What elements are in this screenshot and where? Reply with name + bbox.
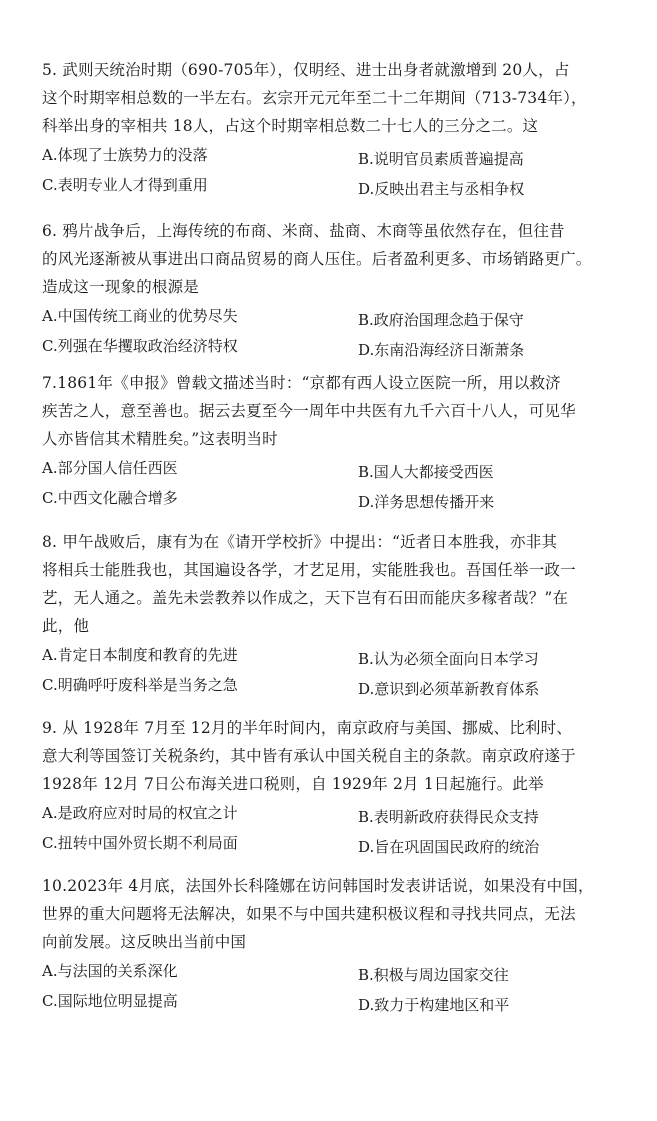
option-b[interactable]: B.说明官员素质普遍提高	[358, 150, 524, 168]
option-d[interactable]: D.旨在巩固国民政府的统治	[358, 838, 540, 856]
option-c[interactable]: C.表明专业人才得到重用	[42, 176, 208, 194]
option-c[interactable]: C.扭转中国外贸长期不利局面	[42, 834, 238, 852]
question-stem-line: 意大利等国签订关税条约，其中皆有承认中国关税自主的条款。南京政府遂于	[42, 747, 576, 765]
option-d[interactable]: D.致力于构建地区和平	[358, 996, 510, 1014]
answer-options	[42, 457, 622, 519]
question-8	[42, 528, 622, 706]
question-stem-line: 世界的重大问题将无法解决，如果不与中国共建积极议程和寻找共同点，无法	[42, 905, 576, 923]
question-stem-line: 5. 武则天统治时期（690-705年），仅明经、进士出身者就激增到 20人，占	[42, 61, 570, 79]
option-c[interactable]: C.中西文化融合增多	[42, 489, 178, 507]
question-9	[42, 714, 622, 864]
option-d[interactable]: D.洋务思想传播开来	[358, 493, 495, 511]
question-stem-line: 9. 从 1928年 7月至 12月的半年时间内，南京政府与美国、挪威、比利时、	[42, 719, 573, 737]
option-a[interactable]: A.肯定日本制度和教育的先进	[42, 646, 238, 664]
answer-options	[42, 144, 622, 206]
question-10	[42, 872, 622, 1022]
answer-options	[42, 960, 622, 1022]
option-b[interactable]: B.政府治国理念趋于保守	[358, 311, 524, 329]
answer-options	[42, 802, 622, 864]
question-stem-line: 这个时期宰相总数的一半左右。玄宗开元元年至二十二年期间（713-734年），	[42, 89, 587, 107]
answer-options	[42, 644, 622, 706]
option-a[interactable]: A.体现了士族势力的没落	[42, 146, 208, 164]
question-stem-line: 造成这一现象的根源是	[42, 278, 200, 296]
question-stem-line: 8. 甲午战败后，康有为在《请开学校折》中提出：“近者日本胜我，亦非其	[42, 533, 558, 551]
option-a[interactable]: A.中国传统工商业的优势尽失	[42, 307, 238, 325]
option-b[interactable]: B.国人大都接受西医	[358, 463, 494, 481]
option-d[interactable]: D.意识到必须革新教育体系	[358, 680, 540, 698]
question-stem-line: 疾苦之人，意至善也。据云去夏至今一周年中共医有九千六百十八人，可见华	[42, 402, 576, 420]
question-stem-line: 科举出身的宰相共 18人，占这个时期宰相总数二十七人的三分之二。这	[42, 117, 539, 135]
option-d[interactable]: D.东南沿海经济日渐萧条	[358, 341, 525, 359]
question-stem-line: 此，他	[42, 617, 90, 635]
question-stem-line: 7.1861年《申报》曾载文描述当时：“京都有西人设立医院一所，用以救济	[42, 374, 561, 392]
question-stem-line: 艺，无人通之。盖先未尝教养以作成之，天下岂有石田而能庆多稼者哉？”在	[42, 589, 569, 607]
option-b[interactable]: B.积极与周边国家交往	[358, 966, 509, 984]
question-stem-line: 1928年 12月 7日公布海关进口税则，自 1929年 2月 1日起施行。此举	[42, 775, 544, 793]
option-a[interactable]: A.是政府应对时局的权宜之计	[42, 804, 238, 822]
option-d[interactable]: D.反映出君主与丞相争权	[358, 180, 525, 198]
option-c[interactable]: C.明确呼吁废科举是当务之急	[42, 676, 238, 694]
option-b[interactable]: B.表明新政府获得民众支持	[358, 808, 539, 826]
question-stem-line: 6. 鸦片战争后，上海传统的布商、米商、盐商、木商等虽依然存在，但往昔	[42, 222, 565, 240]
option-c[interactable]: C.国际地位明显提高	[42, 992, 178, 1010]
question-stem-line: 10.2023年 4月底，法国外长科隆娜在访问韩国时发表讲话说，如果没有中国，	[42, 877, 594, 895]
question-stem-line: 向前发展。这反映出当前中国	[42, 933, 247, 951]
question-stem-line: 人亦皆信其术精胜矣。”这表明当时	[42, 430, 278, 448]
question-5	[42, 56, 622, 206]
question-stem-line: 的风光逐渐被从事进出口商品贸易的商人压住。后者盈利更多、市场销路更广。	[42, 250, 592, 268]
option-c[interactable]: C.列强在华攫取政治经济特权	[42, 337, 238, 355]
question-7	[42, 369, 622, 519]
question-stem-line: 将相兵士能胜我也，其国遍设各学，才艺足用，实能胜我也。吾国任举一政一	[42, 561, 576, 579]
option-b[interactable]: B.认为必须全面向日本学习	[358, 650, 539, 668]
answer-options	[42, 305, 622, 367]
option-a[interactable]: A.部分国人信任西医	[42, 459, 178, 477]
option-a[interactable]: A.与法国的关系深化	[42, 962, 178, 980]
question-6	[42, 217, 622, 367]
